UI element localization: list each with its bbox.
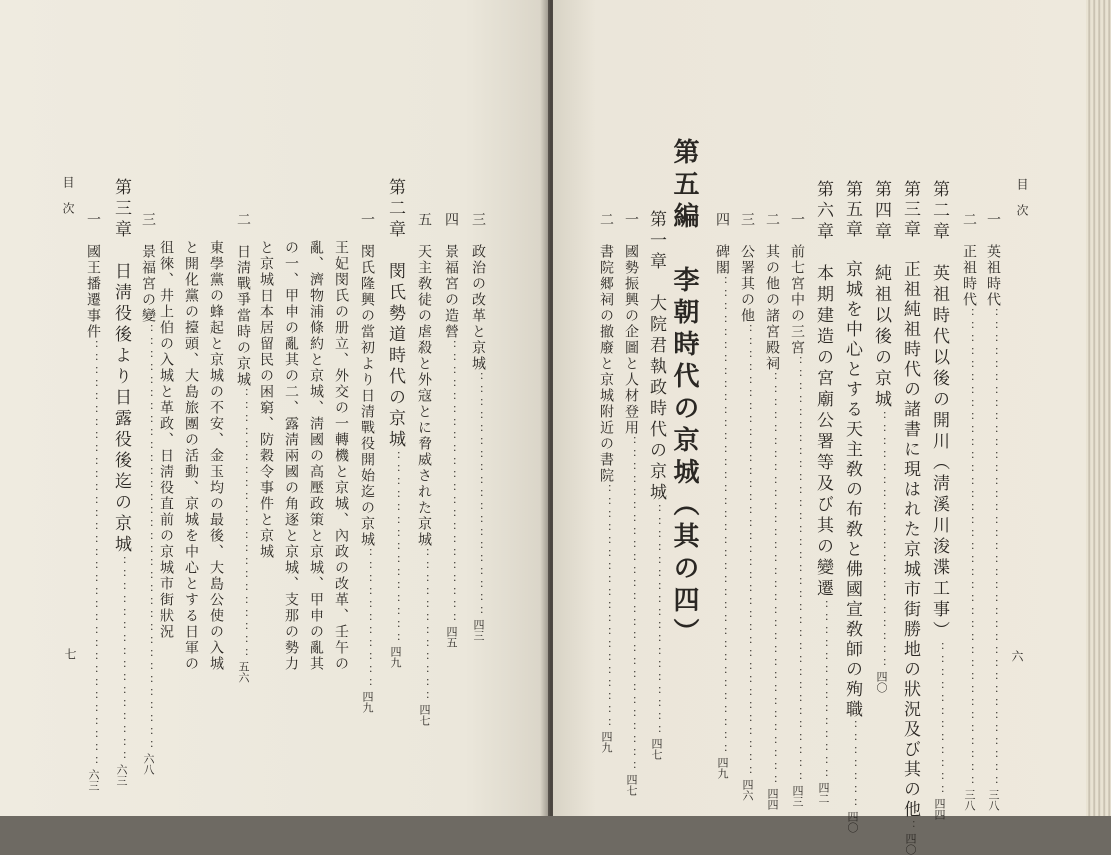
toc-chapter-label: 第六章 本期建造の宮廟公署等及び其の變遷 <box>813 180 833 600</box>
toc-chapter-label: 第一章 大院君執政時代の京城 <box>646 210 666 504</box>
toc-entry-page: 六八 <box>142 753 155 775</box>
toc-entry-page: 四九 <box>361 691 374 713</box>
toc-entry-page: 四六 <box>741 779 754 801</box>
toc-entry-leader: ：：：：：：：：：：：：：：：：：：：：：：：：：：：：：：：：：：：：： <box>963 308 976 789</box>
toc-chapter-leader: ：：：：：：：：：：：：：：： <box>389 451 402 646</box>
toc-chapter-leader: ：：：：：：：：：：：：：： <box>817 600 830 782</box>
toc-chapter <box>930 180 947 820</box>
toc-entry-label: 一 閔氏隆興の當初より日清戰役開始迄の京城 <box>359 212 375 548</box>
toc-entry-page: 四七 <box>418 704 431 726</box>
toc-entry-label: 一 前七宮中の三宮 <box>789 212 805 356</box>
toc-subtopics: と開化黨の擡頭、大島旅團の活動、京城を中心とする日軍の <box>183 240 199 672</box>
toc-entry-label: 二 日淸戰爭當時の京城 <box>235 212 251 388</box>
toc-chapter-leader: ：：：：：：：：：：：：：：：：：： <box>650 504 663 738</box>
toc-chapter-page: 四七 <box>650 738 663 760</box>
toc-entry-label: 四 景福宮の造營 <box>443 212 459 340</box>
toc-chapter <box>386 178 403 668</box>
toc-entry <box>623 212 639 796</box>
toc-chapter-page: 四九 <box>389 646 402 668</box>
toc-entry-leader: ：：：：：：：：：：： <box>361 548 374 691</box>
toc-entry <box>961 212 977 811</box>
toc-subtopics: 亂、濟物浦條約と京城、淸國の高壓政策と京城、甲申の亂其 <box>308 240 324 672</box>
toc-subtopics: の一、甲申の亂其の二、露淸兩國の角逐と京城、支那の勢力 <box>283 240 299 672</box>
toc-entry <box>764 212 780 810</box>
toc-entry-label: 二 書院郷祠の撤廢と京城附近の書院 <box>598 212 614 484</box>
toc-entry <box>359 212 375 713</box>
toc-entry-leader: ：：：：：：：：：：：：：：：：：：：：：：：：：： <box>625 436 638 774</box>
part-title: 第五編 李朝時代の京城（其の四） <box>669 138 699 650</box>
toc-entry-label: 一 國勢振興の企圖と人材登用 <box>623 212 639 436</box>
toc-chapter-label: 第三章 日淸役後より日露役後迄の京城 <box>111 178 131 556</box>
toc-entry-leader: ：：：：：：：：：：：： <box>418 548 431 704</box>
toc-subtopics: と京城日本居留民の困窮、防穀令事件と京城 <box>258 240 274 560</box>
running-head: 目 次 <box>61 176 75 215</box>
right-page <box>553 0 1086 855</box>
toc-chapter <box>901 180 918 855</box>
toc-subtopics: 東學黨の蜂起と京城の不安、金玉均の最後、大島公使の入城 <box>208 240 224 672</box>
toc-entry <box>85 212 101 791</box>
toc-entry-page: 三八 <box>963 789 976 811</box>
toc-entry-leader: ：：：：：：：：：：：：：：：：：：：：： <box>237 388 250 661</box>
toc-entry <box>416 212 432 726</box>
toc-entry <box>235 212 251 683</box>
toc-chapter <box>647 210 664 760</box>
left-page <box>0 0 548 816</box>
toc-chapter <box>843 180 860 833</box>
toc-entry <box>443 212 459 648</box>
toc-entry-page: 五六 <box>237 661 250 683</box>
toc-entry <box>739 212 755 801</box>
page-number: 七 <box>63 648 77 661</box>
toc-chapter-leader: ： <box>904 820 917 833</box>
toc-entry-leader: ：：：：：：：：：：：：：：：：：：：：：：：：：：：：：：：：： <box>142 324 155 753</box>
toc-chapter-page: 四〇 <box>846 811 859 833</box>
toc-entry-label: 四 碑閣 <box>714 212 730 276</box>
toc-entry-label: 五 天主敎徒の虐殺と外寇とに脅威された京城 <box>416 212 432 548</box>
toc-chapter-page: 四〇 <box>904 833 917 855</box>
toc-entry-leader: ：：：：：：：：：：：：：：：：：：：：：：：：：：：：：：：： <box>766 372 779 788</box>
toc-chapter-leader: ：：：：：：： <box>846 720 859 811</box>
toc-chapter-leader: ：：：：：：：：：：：： <box>933 642 946 798</box>
toc-entry-page: 四三 <box>472 619 485 641</box>
toc-entry <box>470 212 486 641</box>
toc-entry-page: 六三 <box>87 769 100 791</box>
toc-subtopics: 王妃閔氏の册立、外交の一轉機と京城、內政の改革、壬午の <box>333 240 349 672</box>
toc-entry <box>789 212 805 807</box>
toc-chapter <box>872 180 889 693</box>
toc-entry-label: 一 英祖時代 <box>985 212 1001 308</box>
toc-entry-leader: ：：：：：：：：：：：：：：：：：：：：：：：：：：：：：：：：： <box>87 340 100 769</box>
toc-entry-label: 一 國王播遷事件 <box>85 212 101 340</box>
toc-chapter <box>112 178 129 786</box>
toc-entry-page: 四九 <box>600 731 613 753</box>
toc-entry-page: 四四 <box>766 788 779 810</box>
page-number: 六 <box>1010 650 1024 663</box>
toc-entry-page: 四七 <box>625 774 638 796</box>
toc-entry-page: 三八 <box>987 789 1000 811</box>
toc-entry-label: 二 其の他の諸宮殿祠 <box>764 212 780 372</box>
toc-entry-page: 四三 <box>791 785 804 807</box>
toc-entry-leader: ：：：：：：：：：：：：：：：：：：：：：： <box>445 340 458 626</box>
toc-entry <box>598 212 614 753</box>
toc-entry <box>985 212 1001 811</box>
toc-entry-leader: ：：：：：：：：：：：：：：：：：：： <box>600 484 613 731</box>
toc-chapter-page: 四四 <box>933 798 946 820</box>
running-head: 目 次 <box>1015 178 1029 217</box>
toc-chapter-label: 第二章 閔氏勢道時代の京城 <box>385 178 405 451</box>
toc-entry-label: 三 公署其の他 <box>739 212 755 324</box>
toc-entry-label: 三 景福宮の變 <box>140 212 156 324</box>
toc-entry-page: 四五 <box>445 626 458 648</box>
toc-chapter-leader: ：：：：：：：：：：：：：：：： <box>115 556 128 764</box>
toc-subtopics: 徂徠、井上伯の入城と革政、日淸役直前の京城市街狀況 <box>158 240 174 640</box>
toc-chapter-page: 四二 <box>817 782 830 804</box>
toc-chapter-page: 六三 <box>115 764 128 786</box>
toc-chapter <box>814 180 831 804</box>
toc-entry-leader: ：：：：：：：：：：：：：：：：：：：：：：：：：：：：：：：：： <box>791 356 804 785</box>
toc-entry-label: 三 政治の改革と京城 <box>470 212 486 372</box>
toc-entry-leader: ：：：：：：：：：：：：：：：：：：：：：：：：：：：：：：：：：：：：： <box>987 308 1000 789</box>
toc-entry-leader: ：：：：：：：：：：：：：：：：：：：：：：：：：：：：：：：：：：：：： <box>716 276 729 757</box>
toc-entry <box>714 212 730 779</box>
toc-chapter-label: 第二章 英祖時代以後の開川（淸溪川浚渫工事） <box>929 180 949 642</box>
toc-entry-label: 二 正祖時代 <box>961 212 977 308</box>
toc-chapter-page: 四〇 <box>875 671 888 693</box>
page-edges <box>1086 0 1111 816</box>
toc-chapter-label: 第四章 純祖以後の京城 <box>871 180 891 411</box>
toc-chapter-leader: ：：：：：：：：：：：：：：：：：：：： <box>875 411 888 671</box>
toc-entry <box>140 212 156 775</box>
toc-entry-leader: ：：：：：：：：：：：：：：：：：：： <box>472 372 485 619</box>
toc-chapter-label: 第五章 京城を中心とする天主敎の布敎と佛國宣敎師の殉職 <box>842 180 862 720</box>
toc-entry-page: 四九 <box>716 757 729 779</box>
toc-chapter-label: 第三章 正祖純祖時代の諸書に現はれた京城市街勝地の狀況及び其の他 <box>900 180 920 820</box>
toc-entry-leader: ：：：：：：：：：：：：：：：：：：：：：：：：：：：：：：：：：：： <box>741 324 754 779</box>
